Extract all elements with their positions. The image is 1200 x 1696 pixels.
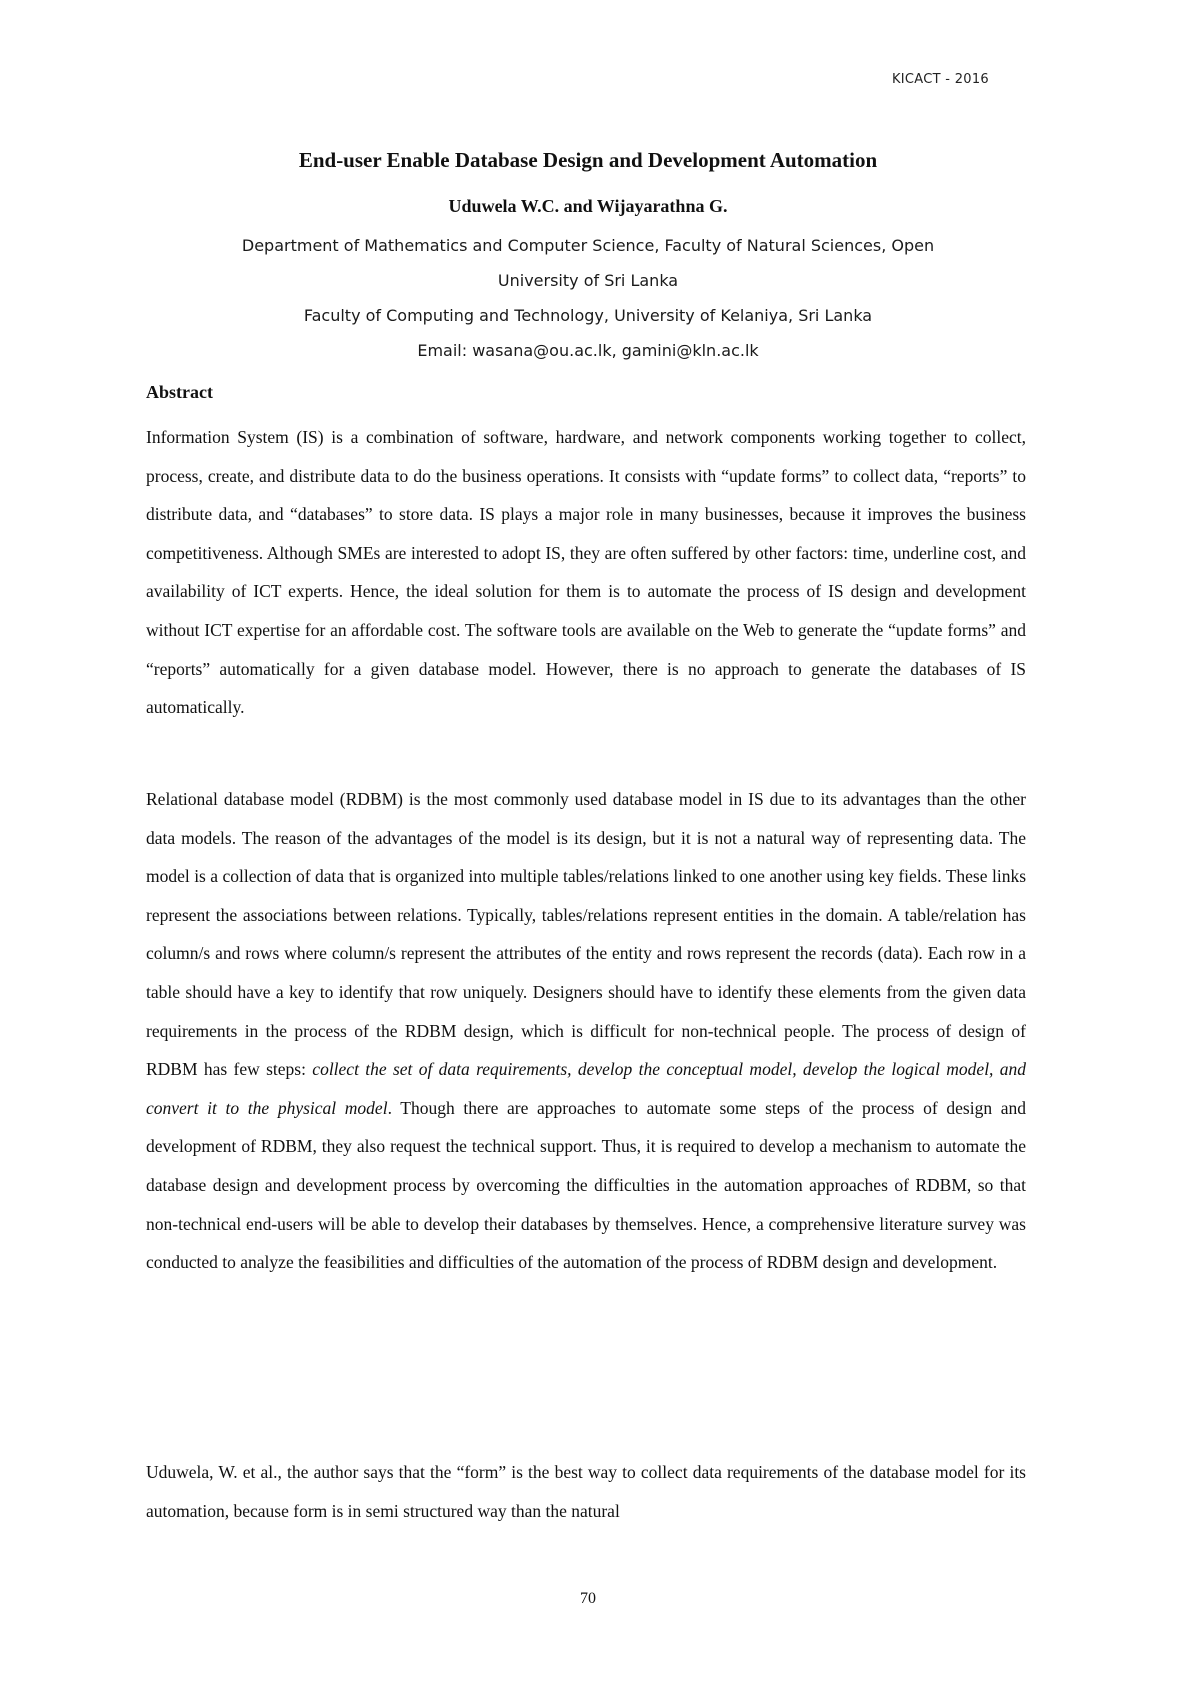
author-list: Uduwela W.C. and Wijayarathna G. <box>448 196 728 216</box>
author-email: Email: wasana@ou.ac.lk, gamini@kln.ac.lk <box>417 341 759 360</box>
affiliation-line: University of Sri Lanka <box>497 271 679 290</box>
emphasized-text: collect the set of data requirements, develop the conceptual model, develop the logical model, and convert it to the physical model <box>146 1059 1027 1118</box>
abstract-heading: Abstract <box>146 382 213 402</box>
affiliation-line: Faculty of Computing and Technology, University of Kelaniya, Sri Lanka <box>303 306 873 325</box>
paragraph-text: Relational database model (RDBM) is the most commonly used database model in IS due to its advantages than the other data models. The reason of the advantages of the model is its design, but it is not a natural way of representing data. The model is a collection of data that is organized into multiple tables/relations linked to one another using key fields. These links represent the associations between relations. Typically, tables/relations represent entities in the domain. A table/relation has column/s and rows where column/s represent the attributes of the entity and rows represent the records (data). Each row in a table should have a key to identify that row uniquely. Designers should have to identify these elements from the given data requirements in the process of the RDBM design, which is difficult for non-technical people. The process of design of RDBM has few steps: <box>146 789 1026 1080</box>
paper-title: End-user Enable Database Design and Development Automation <box>298 148 878 172</box>
paragraph-text: . Though there are approaches to automate some steps of the process of design and development of RDBM, they also request the technical support. Thus, it is required to develop a mechanism to automate the database design and development process by overcoming the difficulties in the automation approaches of RDBM, so that non-technical end-users will be able to develop their databases by themselves. Hence, a comprehensive literature survey was conducted to analyze the feasibilities and difficulties of the automation of the process of RDBM design and development. <box>146 1097 1026 1273</box>
running-header: KICACT - 2016 <box>891 72 989 87</box>
abstract-paragraph: Uduwela, W. et al., the author says that the “form” is the best way to collect data requirements of the database model for its automation, because form is in semi structured way than the natural <box>146 1462 1026 1521</box>
affiliation-line: Department of Mathematics and Computer Science, Faculty of Natural Sciences, Open <box>241 236 935 255</box>
abstract-paragraph <box>146 780 1026 1282</box>
abstract-paragraph: Information System (IS) is a combination of software, hardware, and network components working together to collect, process, create, and distribute data to do the business operations. It consists with “update forms” to collect data, “reports” to distribute data, and “databases” to store data. IS plays a major role in many businesses, because it improves the business competitiveness. Although SMEs are interested to adopt IS, they are often suffered by other factors: time, underline cost, and availability of ICT experts. Hence, the ideal solution for them is to automate the process of IS design and development without ICT expertise for an affordable cost. The software tools are available on the Web to generate the “update forms” and “reports” automatically for a given database model. However, there is no approach to generate the databases of IS automatically. <box>146 427 1026 718</box>
page-number: 70 <box>580 1590 596 1607</box>
